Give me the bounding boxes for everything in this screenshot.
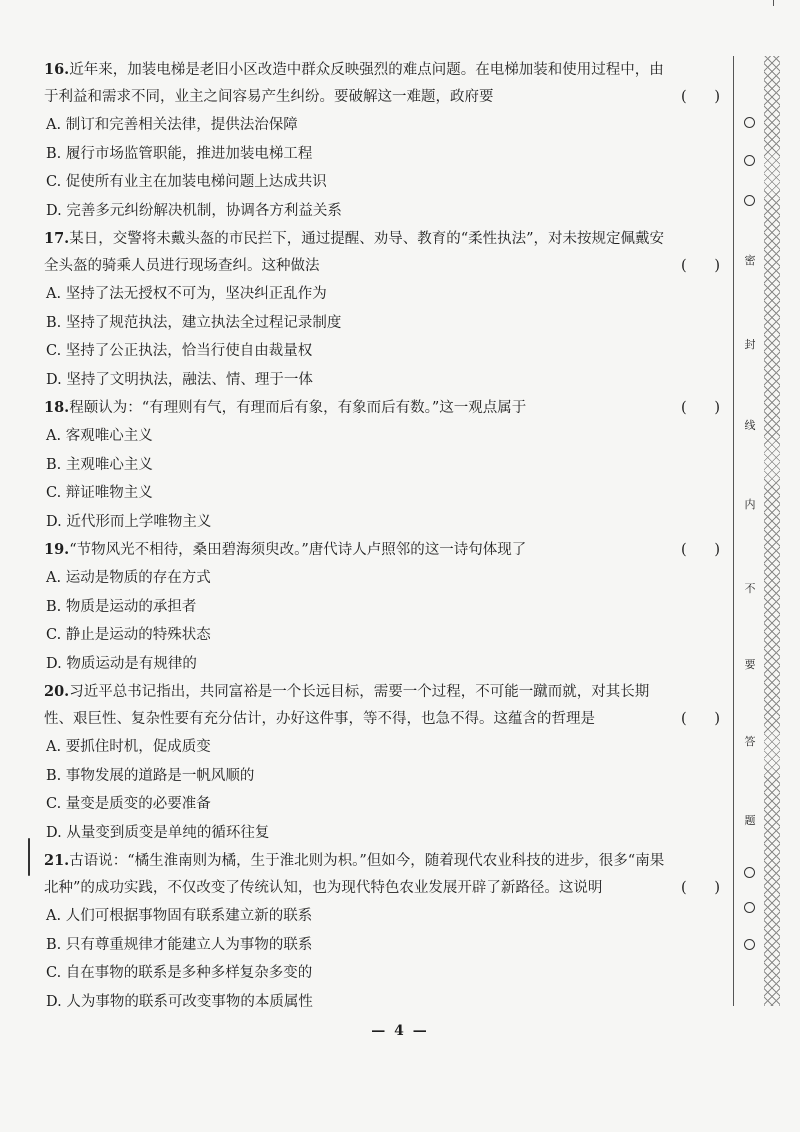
option-c: C. 自在事物的联系是多种多样复杂多变的 (46, 965, 313, 981)
seal-circle-icon (744, 117, 755, 128)
question-number: 19. (44, 541, 70, 558)
option-c: C. 促使所有业主在加装电梯问题上达成共识 (46, 174, 327, 190)
question-number: 18. (44, 399, 70, 416)
seal-circle-icon (744, 939, 755, 950)
question-stem: 古语说：“橘生淮南则为橘，生于淮北则为枳。”但如今，随着现代农业科技的进步，很多“南果北种”的成功实践，不仅改变了传统认知，也为现代特色农业发展开辟了新路径。这说明 (44, 853, 665, 896)
seal-char: 密 (744, 254, 756, 267)
answer-bracket: ( ) (681, 258, 720, 274)
option-a: A. 要抓住时机，促成质变 (46, 739, 211, 755)
option-b: B. 主观唯心主义 (46, 456, 153, 473)
option-b: B. 事物发展的道路是一帆风顺的 (46, 767, 255, 784)
option-a: A. 坚持了法无授权不可为，坚决纠正乱作为 (46, 286, 327, 302)
option-c: C. 量变是质变的必要准备 (46, 796, 211, 812)
question-number: 16. (44, 61, 70, 78)
option-d: D. 近代形而上学唯物主义 (46, 513, 212, 530)
question-stem: 习近平总书记指出，共同富裕是一个长远目标，需要一个过程，不可能一蹴而就，对其长期性、艰巨性、复杂性要有充分估计，办好这件事，等不得，也急不得。这蕴含的哲理是 (44, 684, 650, 727)
question-stem: “节物风光不相待，桑田碧海须臾改。”唐代诗人卢照邻的这一诗句体现了 (69, 542, 527, 558)
question-number: 20. (44, 683, 70, 700)
option-a: A. 运动是物质的存在方式 (46, 570, 211, 586)
option-b: B. 物质是运动的承担者 (46, 598, 197, 615)
answer-bracket: ( ) (681, 400, 720, 416)
option-d: D. 坚持了文明执法，融法、情、理于一体 (46, 371, 313, 388)
seal-char: 要 (744, 658, 756, 671)
seal-circle-icon (744, 902, 755, 913)
option-c: C. 辩证唯物主义 (46, 485, 153, 501)
answer-bracket: ( ) (681, 89, 720, 105)
option-d: D. 从量变到质变是单纯的循环往复 (46, 824, 270, 841)
option-c: C. 坚持了公正执法，恰当行使自由裁量权 (46, 343, 313, 359)
answer-bracket: ( ) (681, 542, 720, 558)
question-16 (44, 56, 726, 225)
seal-circle-icon (744, 155, 755, 166)
option-a: A. 制订和完善相关法律，提供法治保障 (46, 117, 298, 133)
question-17 (44, 225, 726, 394)
option-d: D. 完善多元纠纷解决机制，协调各方利益关系 (46, 202, 342, 219)
answer-bracket: ( ) (681, 711, 720, 727)
option-d: D. 人为事物的联系可改变事物的本质属性 (46, 993, 313, 1010)
seal-circle-icon (744, 867, 755, 878)
answer-bracket: ( ) (681, 880, 720, 896)
margin-mark (28, 838, 30, 876)
question-20 (44, 678, 726, 847)
seal-char: 不 (744, 582, 756, 595)
seal-circle-icon (744, 195, 755, 206)
option-b: B. 坚持了规范执法，建立执法全过程记录制度 (46, 314, 342, 331)
seal-char: 答 (744, 735, 756, 748)
option-d: D. 物质运动是有规律的 (46, 655, 197, 672)
option-c: C. 静止是运动的特殊状态 (46, 627, 211, 643)
seal-char: 封 (744, 338, 756, 351)
seal-char: 线 (744, 419, 756, 432)
seal-char: 内 (744, 498, 756, 511)
option-a: A. 客观唯心主义 (46, 428, 153, 444)
question-number: 17. (44, 230, 70, 247)
question-stem: 某日，交警将未戴头盔的市民拦下，通过提醒、劝导、教育的“柔性执法”，对未按规定佩戴安全头盔的骑乘人员进行现场查纠。这种做法 (44, 231, 665, 274)
seal-char: 题 (744, 814, 756, 827)
seal-line (733, 56, 734, 1006)
question-18 (44, 394, 726, 536)
page-number: — 4 — (371, 1023, 429, 1039)
question-stem: 近年来，加装电梯是老旧小区改造中群众反映强烈的难点问题。在电梯加装和使用过程中，由于利益和需求不同，业主之间容易产生纠纷。要破解这一难题，政府要 (44, 62, 664, 105)
corner-mark (773, 0, 774, 6)
question-21 (44, 847, 726, 1016)
question-19 (44, 536, 726, 678)
option-a: A. 人们可根据事物固有联系建立新的联系 (46, 908, 313, 924)
question-number: 21. (44, 852, 70, 869)
option-b: B. 履行市场监管职能，推进加装电梯工程 (46, 145, 313, 162)
seal-hatch-pattern (764, 56, 780, 1006)
option-b: B. 只有尊重规律才能建立人为事物的联系 (46, 936, 313, 953)
question-list (44, 56, 726, 1016)
question-stem: 程颐认为：“有理则有气，有理而后有象，有象而后有数。”这一观点属于 (69, 400, 527, 416)
